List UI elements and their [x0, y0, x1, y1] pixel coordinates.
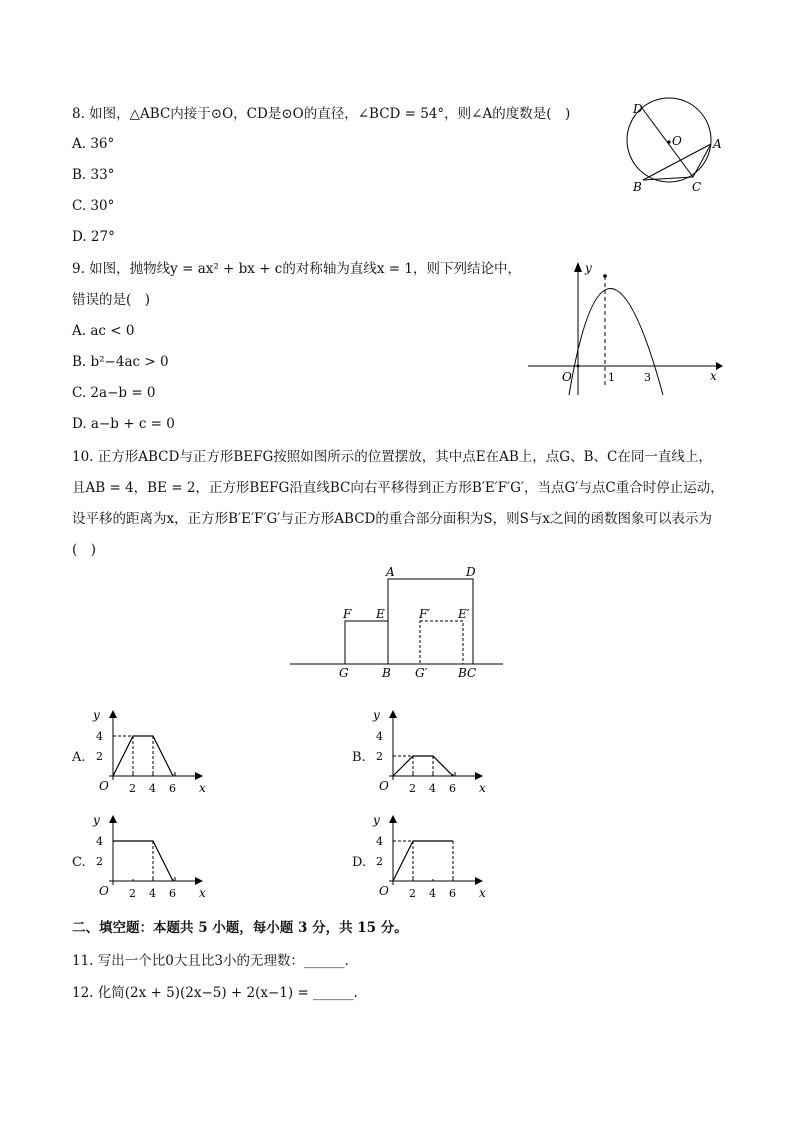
graph-option-b	[365, 710, 485, 805]
q8-stem: 8. 如图，△ABC内接于⊙O，CD是⊙O的直径，∠BCD = 54°，则∠A的度数是( )	[72, 106, 571, 122]
y-axis-label: y	[373, 708, 380, 722]
y-tick-label: 4	[96, 835, 103, 848]
x-axis-arrow	[475, 772, 483, 780]
y-tick-label: 2	[376, 855, 383, 868]
graph-option-a	[85, 710, 205, 805]
label-tick-1: 1	[608, 371, 615, 384]
q10-option-b-label: B.	[352, 750, 366, 765]
x-axis-arrow	[195, 772, 203, 780]
label-f: F	[343, 607, 352, 621]
q9-stem-line2: 错误的是( )	[72, 292, 151, 308]
x-tick-label: 2	[409, 887, 416, 900]
x-tick-label: 6	[169, 782, 176, 795]
q10-line3: 设平移的距离为x，正方形B′E′F′G′与正方形ABCD的重合部分面积为S，则S与x之间的函数图象可以表示为	[72, 511, 712, 527]
y-axis-arrow	[109, 710, 117, 718]
origin-label: O	[99, 884, 109, 898]
origin-label: O	[379, 884, 389, 898]
y-tick-label: 4	[376, 730, 383, 743]
label-e: E	[376, 607, 385, 621]
label-o: O	[672, 134, 682, 148]
graph-option-c	[85, 815, 205, 910]
label-a: A	[386, 565, 395, 579]
y-tick-label: 4	[376, 835, 383, 848]
q9-option-a: A. ac < 0	[72, 323, 135, 339]
label-bc: BC	[458, 666, 477, 680]
q9-option-c: C. 2a−b = 0	[72, 385, 156, 401]
y-tick-label: 4	[96, 730, 103, 743]
q9-stem-line1: 9. 如图，抛物线y = ax² + bx + c的对称轴为直线x = 1，则下列结论中，	[72, 261, 521, 277]
y-axis-arrow	[109, 815, 117, 823]
x-axis-arrow	[195, 877, 203, 885]
q8-circle-figure	[620, 100, 730, 200]
label-y: y	[585, 261, 592, 275]
y-axis-label: y	[93, 813, 100, 827]
series-line	[393, 841, 453, 881]
x-tick-label: 6	[449, 887, 456, 900]
x-tick-label: 2	[129, 887, 136, 900]
q9-option-d: D. a−b + c = 0	[72, 416, 175, 432]
x-tick-label: 4	[429, 782, 436, 795]
q10-line4: ( )	[72, 542, 97, 558]
q10-option-a-label: A.	[72, 750, 86, 765]
label-d: D	[633, 102, 643, 116]
label-g: G	[339, 666, 349, 680]
q8-option-c: C. 30°	[72, 198, 115, 214]
q10-option-d-label: D.	[352, 855, 367, 870]
label-b: B	[633, 180, 642, 194]
label-g-prime: G′	[415, 666, 428, 680]
y-tick-label: 2	[96, 750, 103, 763]
label-b: B	[382, 666, 391, 680]
q8-option-d: D. 27°	[72, 229, 115, 245]
y-tick-label: 2	[376, 750, 383, 763]
series-line	[113, 736, 173, 776]
q11-stem: 11. 写出一个比0大且比3小的无理数：______.	[72, 953, 349, 969]
label-e-prime: E′	[458, 607, 470, 621]
label-f-prime: F′	[419, 607, 431, 621]
origin-label: O	[99, 779, 109, 793]
y-axis-arrow	[389, 815, 397, 823]
y-axis-label: y	[93, 708, 100, 722]
section2-title: 二、填空题：本题共 5 小题，每小题 3 分，共 15 分。	[72, 920, 408, 936]
x-axis-label: x	[479, 781, 486, 795]
x-axis-label: x	[199, 781, 206, 795]
y-axis-label: y	[373, 813, 380, 827]
x-tick-label: 4	[429, 887, 436, 900]
y-tick-label: 2	[96, 855, 103, 868]
q10-line1: 10. 正方形ABCD与正方形BEFG按照如图所示的位置摆放，其中点E在AB上，点G、B、C在同一直线上，	[72, 449, 712, 465]
x-tick-label: 6	[169, 887, 176, 900]
x-tick-label: 4	[149, 782, 156, 795]
q8-option-b: B. 33°	[72, 167, 115, 183]
label-a: A	[713, 137, 722, 151]
x-tick-label: 4	[149, 887, 156, 900]
label-c: C	[692, 180, 702, 194]
x-axis-arrow	[475, 877, 483, 885]
x-axis-label: x	[479, 886, 486, 900]
series-line	[113, 841, 173, 881]
label-x: x	[710, 369, 717, 383]
q10-squares-figure	[290, 562, 505, 682]
origin-label: O	[379, 779, 389, 793]
label-d: D	[466, 565, 476, 579]
series-line	[393, 756, 453, 776]
x-axis-label: x	[199, 886, 206, 900]
label-origin: O	[562, 370, 572, 384]
x-tick-label: 2	[409, 782, 416, 795]
graph-option-d	[365, 815, 485, 910]
q10-line2: 且AB = 4，BE = 2，正方形BEFG沿直线BC向右平移得到正方形B′E′F′G′，当点G′与点C重合时停止运动，	[72, 480, 724, 496]
q9-parabola-figure	[528, 260, 723, 395]
y-axis-arrow	[389, 710, 397, 718]
q10-option-c-label: C.	[72, 855, 86, 870]
x-tick-label: 2	[129, 782, 136, 795]
q8-option-a: A. 36°	[72, 136, 115, 152]
x-tick-label: 6	[449, 782, 456, 795]
q9-option-b: B. b²−4ac > 0	[72, 354, 169, 370]
q12-stem: 12. 化简(2x + 5)(2x−5) + 2(x−1) = ______.	[72, 985, 358, 1001]
label-tick-3: 3	[644, 371, 651, 384]
